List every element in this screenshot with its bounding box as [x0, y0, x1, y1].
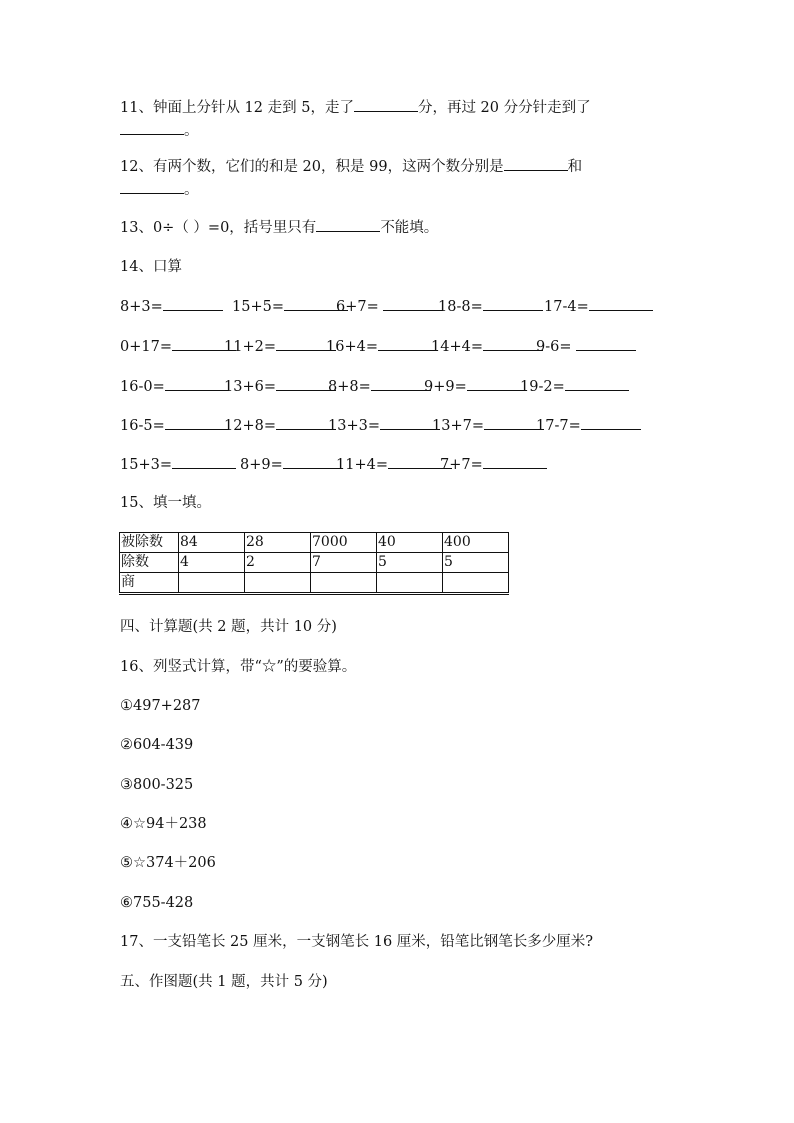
- question-12: [120, 157, 582, 176]
- q12-text-a: 12、有两个数，它们的和是 20，积是 99，这两个数分别是: [120, 159, 504, 175]
- table-cell: 7: [311, 553, 377, 573]
- question-15-title: 15、填一填。: [120, 495, 211, 511]
- oral-expr: 15+5=: [232, 299, 284, 315]
- answer-blank[interactable]: [354, 98, 418, 112]
- question-11-cont: [120, 121, 199, 140]
- oral-expr: 14+4=: [431, 339, 483, 355]
- oral-expr: 12+8=: [224, 418, 276, 434]
- q11-text-a: 11、钟面上分针从 12 走到 5，走了: [120, 100, 354, 116]
- answer-blank[interactable]: [165, 416, 229, 430]
- q11-text-b: 分，再过 20 分分针走到了: [417, 100, 591, 116]
- question-13: [120, 218, 438, 237]
- oral-expr: 8+3=: [120, 299, 163, 315]
- answer-blank[interactable]: [380, 416, 440, 430]
- oral-expr: 18-8=: [438, 299, 483, 315]
- answer-blank[interactable]: [484, 416, 544, 430]
- table-row: [120, 573, 509, 594]
- answer-blank[interactable]: [283, 455, 343, 469]
- oral-expr: 11+4=: [336, 457, 388, 473]
- answer-blank[interactable]: [316, 218, 380, 232]
- question-12-cont: [120, 180, 199, 199]
- answer-blank[interactable]: [483, 455, 547, 469]
- answer-blank[interactable]: [378, 337, 438, 351]
- answer-blank[interactable]: [276, 377, 336, 391]
- oral-expr: 8+9=: [240, 457, 283, 473]
- oral-expr: 9+9=: [424, 379, 467, 395]
- question-16-title: 16、列竖式计算，带“☆”的要验算。: [120, 659, 357, 675]
- oral-expr: 19-2=: [520, 379, 565, 395]
- calc-item: ②604-439: [120, 737, 194, 753]
- calc-item: ④☆94＋238: [120, 816, 207, 832]
- calc-item: ①497+287: [120, 698, 201, 714]
- answer-blank[interactable]: [504, 157, 568, 171]
- oral-expr: 15+3=: [120, 457, 172, 473]
- answer-blank[interactable]: [467, 377, 527, 391]
- answer-blank[interactable]: [483, 297, 543, 311]
- question-17: 17、一支铅笔长 25 厘米，一支钢笔长 16 厘米，铅笔比钢笔长多少厘米?: [120, 934, 594, 950]
- answer-blank[interactable]: [483, 337, 543, 351]
- answer-blank[interactable]: [120, 180, 184, 194]
- q11-text-c: 。: [184, 123, 199, 139]
- table-cell: 2: [245, 553, 311, 573]
- table-cell: 5: [377, 553, 443, 573]
- answer-blank[interactable]: [276, 416, 336, 430]
- table-cell: 84: [179, 533, 245, 553]
- answer-blank[interactable]: [172, 455, 236, 469]
- answer-cell[interactable]: [377, 573, 443, 594]
- q12-text-c: 。: [184, 182, 199, 198]
- answer-blank[interactable]: [371, 377, 431, 391]
- table-cell: 40: [377, 533, 443, 553]
- oral-expr: 16+4=: [326, 339, 378, 355]
- oral-expr: 17-7=: [536, 418, 581, 434]
- section-5-title: 五、作图题(共 1 题，共计 5 分): [120, 974, 328, 990]
- oral-expr: 6+7=: [336, 299, 384, 315]
- calc-item: ⑤☆374＋206: [120, 855, 216, 871]
- table-cell: 被除数: [120, 533, 179, 553]
- answer-blank[interactable]: [565, 377, 629, 391]
- question-14-title: 14、口算: [120, 259, 182, 275]
- answer-cell[interactable]: [443, 573, 509, 594]
- answer-blank[interactable]: [576, 337, 636, 351]
- table-cell: 除数: [120, 553, 179, 573]
- q13-text-b: 不能填。: [380, 220, 439, 236]
- table-cell: 7000: [311, 533, 377, 553]
- calc-item: ③800-325: [120, 777, 194, 793]
- answer-cell[interactable]: [245, 573, 311, 594]
- answer-cell[interactable]: [179, 573, 245, 594]
- answer-blank[interactable]: [589, 297, 653, 311]
- answer-blank[interactable]: [165, 377, 229, 391]
- table-cell: 400: [443, 533, 509, 553]
- oral-expr: 7+7=: [440, 457, 483, 473]
- table-cell: 4: [179, 553, 245, 573]
- answer-cell[interactable]: [311, 573, 377, 594]
- oral-expr: 11+2=: [224, 339, 276, 355]
- oral-expr: 13+6=: [224, 379, 276, 395]
- oral-expr: 16-5=: [120, 418, 165, 434]
- q13-text-a: 13、0÷（ ）=0，括号里只有: [120, 220, 317, 236]
- answer-blank[interactable]: [163, 297, 223, 311]
- table-row: [120, 553, 509, 573]
- oral-expr: 13+7=: [432, 418, 484, 434]
- calc-item: ⑥755-428: [120, 895, 194, 911]
- answer-blank[interactable]: [120, 121, 184, 135]
- answer-blank[interactable]: [383, 297, 443, 311]
- answer-blank[interactable]: [581, 416, 641, 430]
- table-cell: 5: [443, 553, 509, 573]
- table-row: [120, 533, 509, 553]
- oral-expr: 13+3=: [328, 418, 380, 434]
- oral-expr: 9-6=: [536, 339, 577, 355]
- oral-expr: 0+17=: [120, 339, 172, 355]
- table-cell: 商: [120, 573, 179, 594]
- question-11: [120, 98, 591, 117]
- q12-text-b: 和: [567, 159, 583, 175]
- section-4-title: 四、计算题(共 2 题，共计 10 分): [120, 619, 337, 635]
- division-table: [119, 532, 509, 595]
- oral-expr: 16-0=: [120, 379, 165, 395]
- oral-expr: 17-4=: [544, 299, 589, 315]
- table-cell: 28: [245, 533, 311, 553]
- oral-expr: 8+8=: [328, 379, 371, 395]
